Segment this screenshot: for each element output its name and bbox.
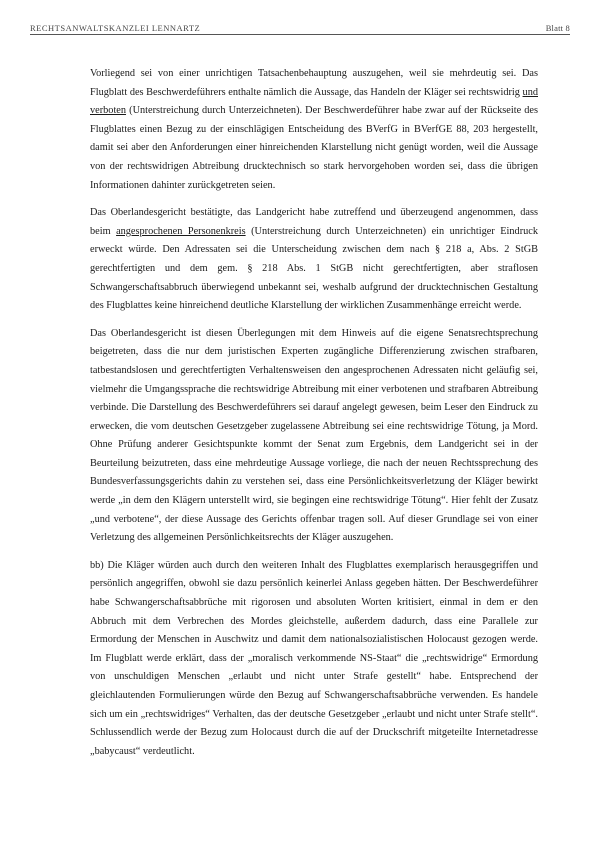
paragraph-2-text-b: (Unterstreichung durch Unterzeichneten) ein unrichtiger Eindruck erweckt würde. Den Adressaten sei die Unterscheidung zwischen dem nach § 218 a, Abs. 2 StGB gerechtfertigten und dem gem. § 218 Abs. 1 StGB nicht gerechtfertigten, aber straflosen Schwangerschaftsabbruch überwiegend unbekannt sei, weshalb aufgrund der drucktechnischen Gestaltung des Flugblattes keine hinreichend deutliche Klarstellung der wirklichen Zusammenhänge erreicht werde. xyxy=(90,225,539,312)
paragraph-3: Das Oberlandesgericht ist diesen Überlegungen mit dem Hinweis auf die eigene Senatsrechtsprechung beigetreten, dass die nur dem juristischen Experten zugängliche Differenzierung zwischen strafbaren, tatbestandslosen und gerechtfertigten Verhaltensweisen den angesprochenen Adressaten nicht geläufig sei, vielmehr die Umgangssprache die rechtswidrige Abtreibung mit einer verbotenen und strafbaren Abtreibung verbinde. Die Darstellung des Beschwerdeführers sei darauf angelegt gewesen, beim Leser den Eindruck zu erwecken, die vom deutschen Gesetzgeber zugelassene Abtreibung sei eine rechtswidrige Tötung, ja Mord. Ohne Prüfung anderer Gesichtspunkte kommt der Senat zum Ergebnis, dem Landgericht sei in der Beurteilung beizutreten, dass eine mehrdeutige Aussage vorliege, die nach der neuen Rechtssprechung des Bundesverfassungsgerichts dahin zu verstehen sei, dass eine Persönlichkeitsverletzung der Kläger bewirkt werde „in dem den Klägern unterstellt wird, sie begingen eine rechtswidrige Tötung“. Hier fehlt der Zusatz „und verbotene“, der diese Aussage des Gerichts offenbar tragen soll. Auf dieser Grundlage sei von einer Verletzung des allgemeinen Persönlichkeitsrechts der Kläger auszugehen. xyxy=(90,327,538,544)
document-body xyxy=(90,65,538,770)
paragraph-1-underlined: und verboten xyxy=(90,86,538,117)
paragraph-1-text-a: Vorliegend sei von einer unrichtigen Tatsachenbehauptung auszugehen, weil sie mehrdeutig sei. Das Flugblatt des Beschwerdeführers enthalte nämlich die Aussage, das Handeln der Kläger sei rechtswidrig xyxy=(90,68,538,98)
paragraph-4: bb) Die Kläger würden auch durch den weiteren Inhalt des Flugblattes exemplarisch herausgegriffen und persönlich angegriffen, obwohl sie dazu persönlich keinerlei Anlass gegeben hätten. Der Beschwerdeführer habe Schwangerschaftsabbrüche mit rigorosen und absoluten Worten kritisiert, einmal in dem er den Abbruch mit dem Verbrechen des Mordes gleichstelle, außerdem dadurch, dass eine Parallele zur Ermordung der Menschen in Auschwitz und damit dem nationalsozialistischen Holocaust gezogen werde. Im Flugblatt werde erklärt, dass der „moralisch verkommende NS-Staat“ die „rechtswidrige“ Ermordung von unschuldigen Menschen „erlaubt und nicht unter Strafe gestellt“ habe. Entsprechend der gleichlautenden Formulierungen würde den Bezug auf Schwangerschaftsabbrüche verwenden. Es handele sich um ein „rechtswidriges“ Verhalten, das der deutsche Gesetzgeber „erlaubt und nicht unter Strafe stellt“. Schlussendlich werde der Bezug zum Holocaust durch die auf der Druckschrift mitgeteilte Internetadresse „babycaust“ verdeutlicht. xyxy=(90,559,538,757)
paragraph-2-text-a: Das Oberlandesgericht bestätigte, das Landgericht habe zutreffend und überzeugend angenommen, dass beim xyxy=(90,207,538,237)
page-header xyxy=(30,23,570,35)
paragraph-2 xyxy=(90,204,538,316)
paragraph-1-text-b: (Unterstreichung durch Unterzeichneten). Der Beschwerdeführer habe zwar auf der Rückseite des Flugblattes einen Bezug zu der einschlägigen Entscheidung des BVerfG in BVerfGE 88, 203 hergestellt, damit sei aber den Anforderungen einer hinreichenden Klarstellung nicht genügt worden, weil die Aussage von der rechtswidrigen Abtreibung drucktechnisch so stark hervorgehoben worden sei, dass die übrigen Informationen dahinter zurückgetreten seien. xyxy=(90,105,538,191)
law-firm-name: RECHTSANWALTSKANZLEI LENNARTZ xyxy=(30,23,201,33)
paragraph-1 xyxy=(90,65,538,195)
page-number: Blatt 8 xyxy=(545,23,570,33)
paragraph-2-underlined: angesprochenen Personenkreis xyxy=(116,225,246,237)
